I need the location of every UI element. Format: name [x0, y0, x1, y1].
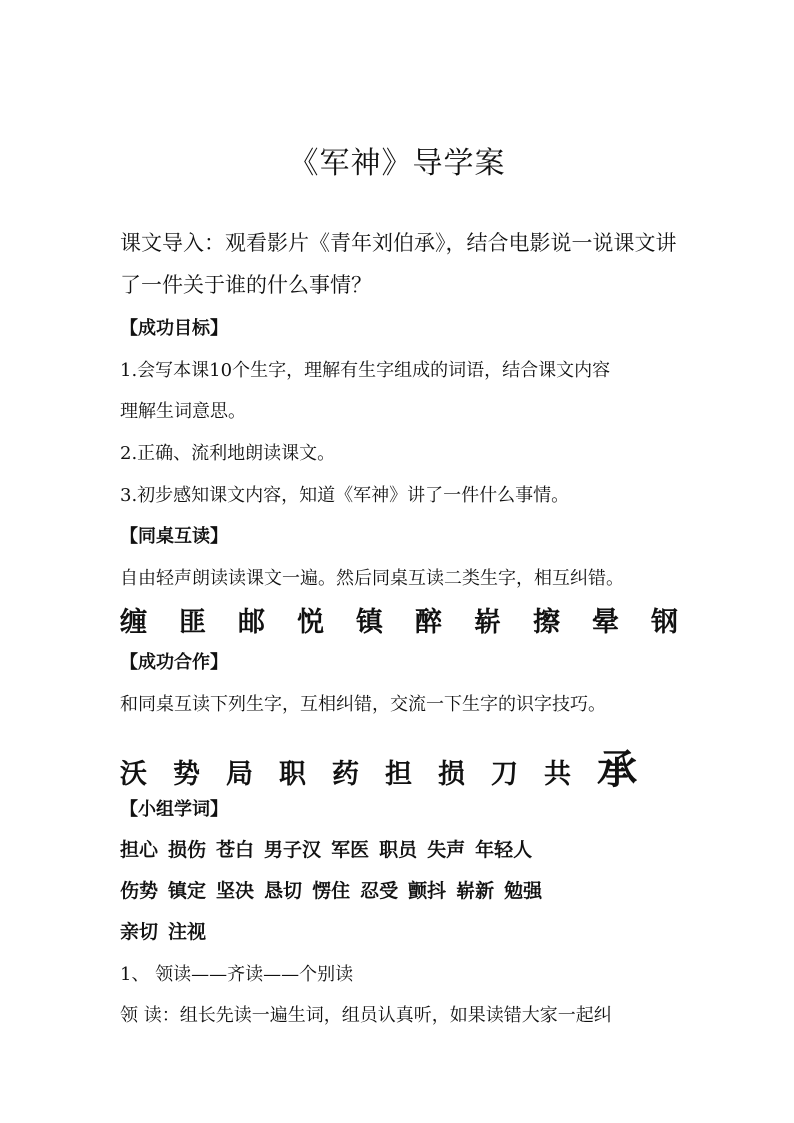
word-item: 职员 [379, 839, 418, 861]
char-item: 职 [279, 759, 306, 790]
word-item: 注视 [168, 921, 207, 943]
char-item: 共 [544, 759, 571, 790]
word-item: 坚决 [216, 880, 255, 902]
char-item: 擦 [533, 607, 560, 638]
word-item: 愣住 [312, 880, 351, 902]
char-item: 药 [332, 759, 359, 790]
word-item: 恳切 [264, 880, 303, 902]
goals-heading: 【成功目标】 [120, 318, 228, 339]
word-item: 年轻人 [475, 839, 533, 861]
group-words-heading: 【小组学词】 [120, 799, 228, 820]
char-item: 沃 [120, 759, 147, 790]
cooperate-chars [120, 738, 650, 795]
char-item: 局 [226, 759, 253, 790]
goal-item-3: 3.初步感知课文内容，知道《军神》讲了一件什么事情。 [120, 485, 570, 506]
step-1-detail: 领 读：组长先读一遍生词，组员认真听，如果读错大家一起纠 [120, 1005, 612, 1026]
char-item: 醉 [415, 607, 442, 638]
word-item: 镇定 [168, 880, 207, 902]
page-title: 《军神》导学案 [288, 146, 506, 181]
pair-read-chars [120, 600, 710, 639]
pair-read-heading: 【同桌互读】 [120, 526, 228, 547]
words-row-2 [120, 876, 552, 903]
word-item: 苍白 [216, 839, 255, 861]
word-item: 崭新 [456, 880, 495, 902]
words-row-3 [120, 917, 216, 944]
char-item: 势 [173, 759, 200, 790]
char-item: 缠 [120, 607, 147, 638]
char-item: 镇 [356, 607, 383, 638]
word-item: 损伤 [168, 839, 207, 861]
pair-read-text: 自由轻声朗读读课文一遍。然后同桌互读二类生字，相互纠错。 [120, 568, 624, 589]
intro-paragraph: 课文导入：观看影片《青年刘伯承》，结合电影说一说课文讲了一件关于谁的什么事情？ [120, 231, 677, 297]
char-item: 承 [597, 746, 637, 793]
char-item: 损 [438, 759, 465, 790]
cooperate-heading: 【成功合作】 [120, 652, 228, 673]
words-row-1 [120, 835, 542, 862]
char-item: 匪 [179, 607, 206, 638]
word-item: 男子汉 [264, 839, 322, 861]
word-item: 勉强 [504, 880, 543, 902]
char-item: 钢 [651, 607, 678, 638]
step-1: 1、 领读——齐读——个别读 [120, 964, 354, 985]
char-item: 崭 [474, 607, 501, 638]
char-item: 担 [385, 759, 412, 790]
word-item: 亲切 [120, 921, 159, 943]
word-item: 伤势 [120, 880, 159, 902]
goal-item-2: 2.正确、流利地朗读课文。 [120, 443, 336, 464]
word-item: 忍受 [360, 880, 399, 902]
char-item: 刀 [491, 759, 518, 790]
char-item: 邮 [238, 607, 265, 638]
goal-item-1-cont: 理解生词意思。 [120, 401, 246, 422]
word-item: 军医 [331, 839, 370, 861]
word-item: 失声 [427, 839, 466, 861]
char-item: 晕 [592, 607, 619, 638]
char-item: 悦 [297, 607, 324, 638]
goal-item-1: 1.会写本课10个生字，理解有生字组成的词语，结合课文内容 [120, 360, 611, 381]
word-item: 担心 [120, 839, 159, 861]
word-item: 颤抖 [408, 880, 447, 902]
cooperate-text: 和同桌互读下列生字，互相纠错，交流一下生字的识字技巧。 [120, 694, 606, 715]
